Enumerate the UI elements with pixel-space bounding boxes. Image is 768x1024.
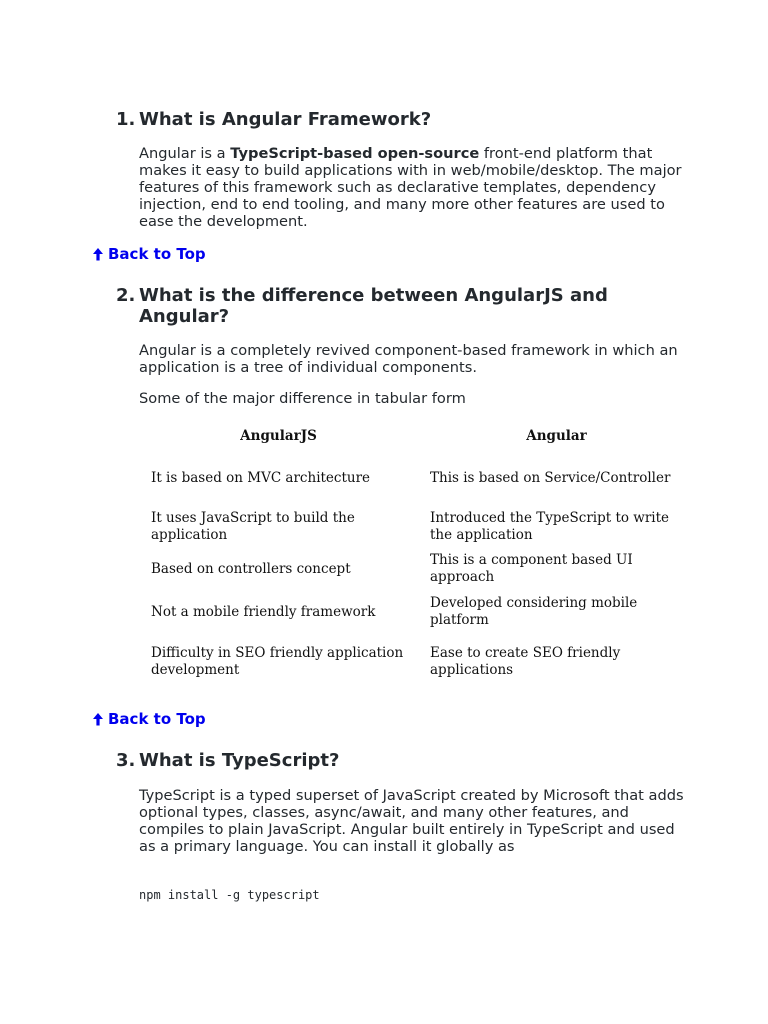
answer-1-text-start: Angular is a [139,145,231,162]
question-2-title: What is the difference between AngularJS and Angular? [139,285,608,327]
question-1-answer [139,145,684,230]
table-cell: Difficulty in SEO friendly application development [151,645,404,678]
question-2-answer: Angular is a completely revived component-based framework in which an application is a tree of individual components. [139,342,678,376]
question-2-number: 2. [116,285,136,306]
table-row [139,550,695,588]
table-row [139,636,695,688]
question-2-table-intro: Some of the major difference in tabular form [139,390,466,407]
question-3-title: What is TypeScript? [139,750,340,771]
table-cell: It is based on MVC architecture [151,469,371,486]
up-arrow-icon [92,712,104,726]
back-to-top-link-2[interactable] [92,710,206,728]
table-cell: It uses JavaScript to build the application [151,510,355,543]
question-3-heading [116,750,659,771]
question-1-title: What is Angular Framework? [139,109,432,130]
back-to-top-label: Back to Top [108,245,206,263]
question-1-number: 1. [116,109,136,130]
answer-1-text-end: front-end platform that makes it easy to build applications with in web/mobile/desktop. The major features of this framework such as declarative templates, dependency injection, end to end tooling, and many more other features are used to ease the development. [139,145,682,230]
table-row [139,588,695,636]
table-cell: Not a mobile friendly framework [151,603,376,620]
table-header-angular: Angular [526,427,587,444]
back-to-top-link-1[interactable] [92,245,206,263]
table-cell: This is based on Service/Controller [430,469,671,486]
question-2-heading [116,285,659,327]
question-1-heading [116,109,659,130]
answer-1-bold-text: TypeScript-based open-source [230,145,480,162]
table-cell: Introduced the TypeScript to write the application [430,510,670,543]
table-header-row [139,420,695,452]
up-arrow-icon [92,247,104,261]
table-header-angularjs: AngularJS [240,427,317,444]
install-command-code: npm install -g typescript [139,888,320,902]
back-to-top-label: Back to Top [108,710,206,728]
question-3-answer: TypeScript is a typed superset of JavaScript created by Microsoft that adds optional types, classes, async/await, and many other features, and compiles to plain JavaScript. Angular built entirely in TypeScript and used as a primary language. You can install it globally as [139,787,684,855]
question-3-number: 3. [116,750,136,771]
table-cell: Developed considering mobile platform [430,595,638,628]
table-row [139,452,695,504]
table-cell: Ease to create SEO friendly applications [430,645,621,678]
table-cell: Based on controllers concept [151,560,351,577]
table-cell: This is a component based UI approach [430,552,633,585]
comparison-table [139,420,695,688]
table-row [139,504,695,550]
